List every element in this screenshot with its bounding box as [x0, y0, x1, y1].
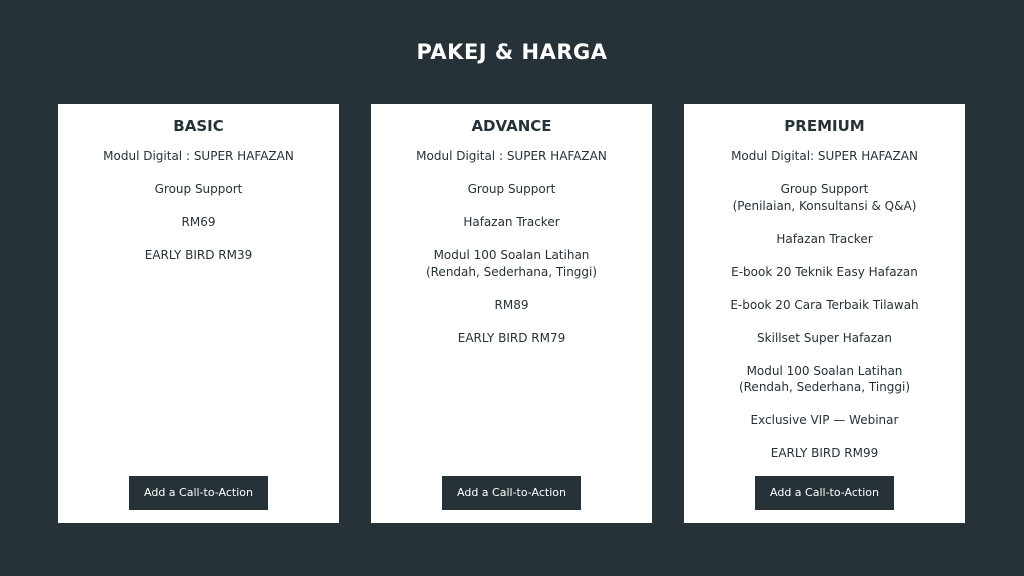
cta-button-basic[interactable]: Add a Call-to-Action: [129, 476, 268, 510]
feature-item: Modul Digital : SUPER HAFAZAN: [416, 149, 607, 163]
feature-item: Modul Digital: SUPER HAFAZAN: [731, 149, 918, 163]
plan-card-premium: [684, 104, 965, 523]
plan-card-advance: [371, 104, 652, 523]
feature-list: [684, 148, 965, 478]
cta-button-advance[interactable]: Add a Call-to-Action: [442, 476, 581, 510]
feature-item: Group Support: [154, 182, 243, 196]
feature-item: Group Support (Penilaian, Konsultansi & Q&A): [732, 182, 917, 213]
pricing-cards: [58, 104, 966, 523]
cta-button-premium[interactable]: Add a Call-to-Action: [755, 476, 894, 510]
feature-list: [371, 148, 652, 363]
plan-card-basic: [58, 104, 339, 523]
plan-title: ADVANCE: [471, 117, 552, 135]
feature-list: [58, 148, 339, 280]
feature-item: Group Support: [467, 182, 556, 196]
feature-item: Modul Digital : SUPER HAFAZAN: [103, 149, 294, 163]
feature-item: E-book 20 Teknik Easy Hafazan: [731, 264, 918, 279]
feature-item: EARLY BIRD RM99: [770, 446, 879, 460]
feature-item: RM89: [494, 297, 529, 312]
feature-item: Exclusive VIP — Webinar: [750, 413, 899, 427]
feature-item: Skillset Super Hafazan: [757, 330, 892, 345]
feature-item: EARLY BIRD RM39: [144, 248, 253, 262]
feature-item: Hafazan Tracker: [463, 215, 560, 229]
feature-item: Hafazan Tracker: [776, 231, 873, 246]
feature-item: EARLY BIRD RM79: [457, 330, 566, 345]
feature-item: E-book 20 Cara Terbaik Tilawah: [730, 297, 919, 312]
plan-title: BASIC: [173, 117, 224, 135]
feature-item: RM69: [181, 215, 216, 229]
page-title: PAKEJ & HARGA: [416, 40, 608, 64]
plan-title: PREMIUM: [784, 117, 865, 135]
feature-item: Modul 100 Soalan Latihan (Rendah, Sederhana, Tinggi): [425, 248, 598, 279]
feature-item: Modul 100 Soalan Latihan (Rendah, Sederhana, Tinggi): [738, 363, 911, 394]
